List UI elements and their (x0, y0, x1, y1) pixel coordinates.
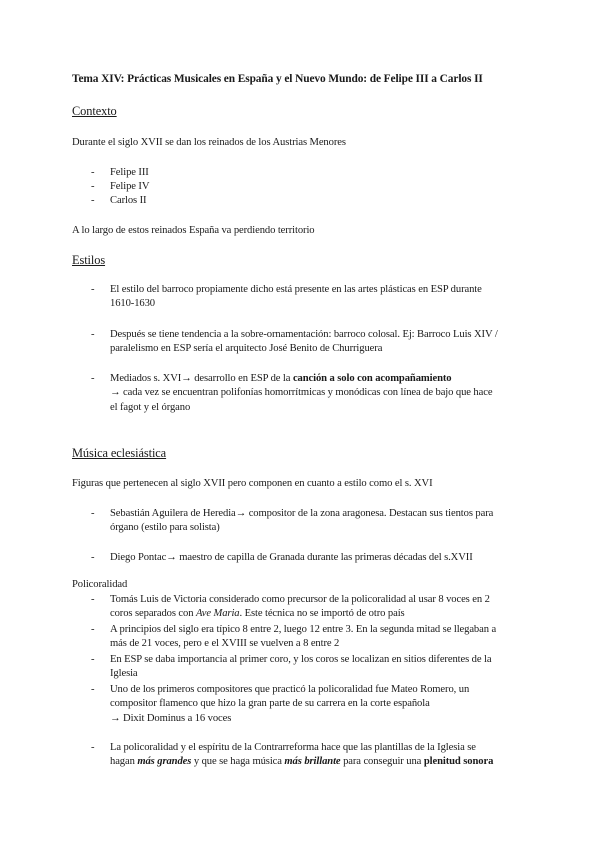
estilos-bullet-3: Mediados s. XVI→ desarrollo en ESP de la canción a solo con acompañamiento → cada vez se encuentran polifonías homorrítmicas y monódicas con línea de bajo que hace el fagot y el órgano (110, 373, 493, 413)
heading-estilos: Estilos (72, 253, 106, 267)
musica-intro: Figuras que pertenecen al siglo XVII pero componen en cuanto a estilo como el s. XVI (72, 478, 433, 489)
document-page: Tema XIV: Prácticas Musicales en España y el Nuevo Mundo: de Felipe III a Carlos II Contexto Durante el siglo XVII se dan los reinados de los Austrias Menores - Felipe III - Felipe IV - Carlos II A lo largo de estos reinados España va perdiendo territorio Estilos - El estilo del barroco propiamente dicho está presente en las artes plásticas en ESP durante 1610-1630 - Después se tiene tendencia a la sobre-ornamentación: barroco colosal. Ej: Barroco Luis XIV / paralelismo en ESP sería el arquitecto José Benito de Churriguera - Mediados s. XVI→ desarrollo en ESP de la canción a solo con acompañamiento → cada vez se encuentran polifonías homorrítmicas y monódicas con línea de bajo que hace el fagot y el órgano Música eclesiástica Figuras que pertenecen al siglo XVII pero componen en cuanto a estilo como el s. XVI - Sebastián Aguilera de Heredia→ compositor de la zona aragonesa. Destacan sus tientos para órgano (estilo para solista) - Diego Pontac→ maestro de capilla de Granada durante las primeras décadas del s.XVII Policoralidad - Tomás Luis de Victoria considerado como precursor de la policoralidad al usar 8 voces en 2 coros separados con Ave Maria. Este técnica no se importó de otro país - A principios del siglo era típico 8 entre 2, luego 12 entre 3. En la segunda mitad se llegaban a más de 21 voces, pero e el XVIII se vuelven a 8 entre 2 - En ESP se daba importancia al primer coro, y los coros se localizan en sitios diferentes de la Iglesia - Uno de los primeros compositores que practicó la policoralidad fue Mateo Romero, un compositor flamenco que hizo la gran parte de su carrera en la corte española → Dixit Dominus a 16 voces - La policoralidad y el espíritu de la Contrarreforma hace que las plantillas de la Iglesia se hagan más grandes y que se haga música más brillante para conseguir una plenitud sonora (0, 0, 600, 848)
musica-bullet-2: Diego Pontac→ maestro de capilla de Granada durante las primeras décadas del s.XVII (110, 552, 473, 563)
policoralidad-bullet-3: En ESP se daba importancia al primer coro, y los coros se localizan en sitios diferentes de la Iglesia (110, 654, 492, 680)
heading-contexto: Contexto (72, 104, 117, 118)
estilos-bullet-1: El estilo del barroco propiamente dicho está presente en las artes plásticas en ESP durante 1610-1630 (110, 284, 482, 310)
policoralidad-label: Policoralidad (72, 579, 128, 590)
heading-musica-eclesiastica: Música eclesiástica (72, 446, 167, 460)
estilos-bullet-2: Después se tiene tendencia a la sobre-ornamentación: barroco colosal. Ej: Barroco Luis XIV / paralelismo en ESP sería el arquitecto José Benito de Churriguera (110, 329, 498, 355)
policoralidad-bullet-5: La policoralidad y el espíritu de la Contrarreforma hace que las plantillas de la Iglesia se hagan más grandes y que se haga música más brillante para conseguir una plenitud sonora (110, 742, 494, 768)
contexto-intro: Durante el siglo XVII se dan los reinados de los Austrias Menores (72, 137, 346, 148)
page-title: Tema XIV: Prácticas Musicales en España y el Nuevo Mundo: de Felipe III a Carlos II (72, 73, 483, 85)
contexto-outro: A lo largo de estos reinados España va perdiendo territorio (72, 225, 315, 236)
policoralidad-bullet-4: Uno de los primeros compositores que practicó la policoralidad fue Mateo Romero, un compositor flamenco que hizo la gran parte de su carrera en la corte española → Dixit Dominus a 16 voces (110, 684, 470, 724)
policoralidad-bullet-1: Tomás Luis de Victoria considerado como precursor de la policoralidad al usar 8 voces en 2 coros separados con Ave Maria. Este técnica no se importó de otro país (110, 594, 490, 620)
musica-bullet-1: Sebastián Aguilera de Heredia→ compositor de la zona aragonesa. Destacan sus tientos para órgano (estilo para solista) (110, 508, 494, 534)
policoralidad-bullet-2: A principios del siglo era típico 8 entre 2, luego 12 entre 3. En la segunda mitad se llegaban a más de 21 voces, pero e el XVIII se vuelven a 8 entre 2 (110, 624, 497, 650)
